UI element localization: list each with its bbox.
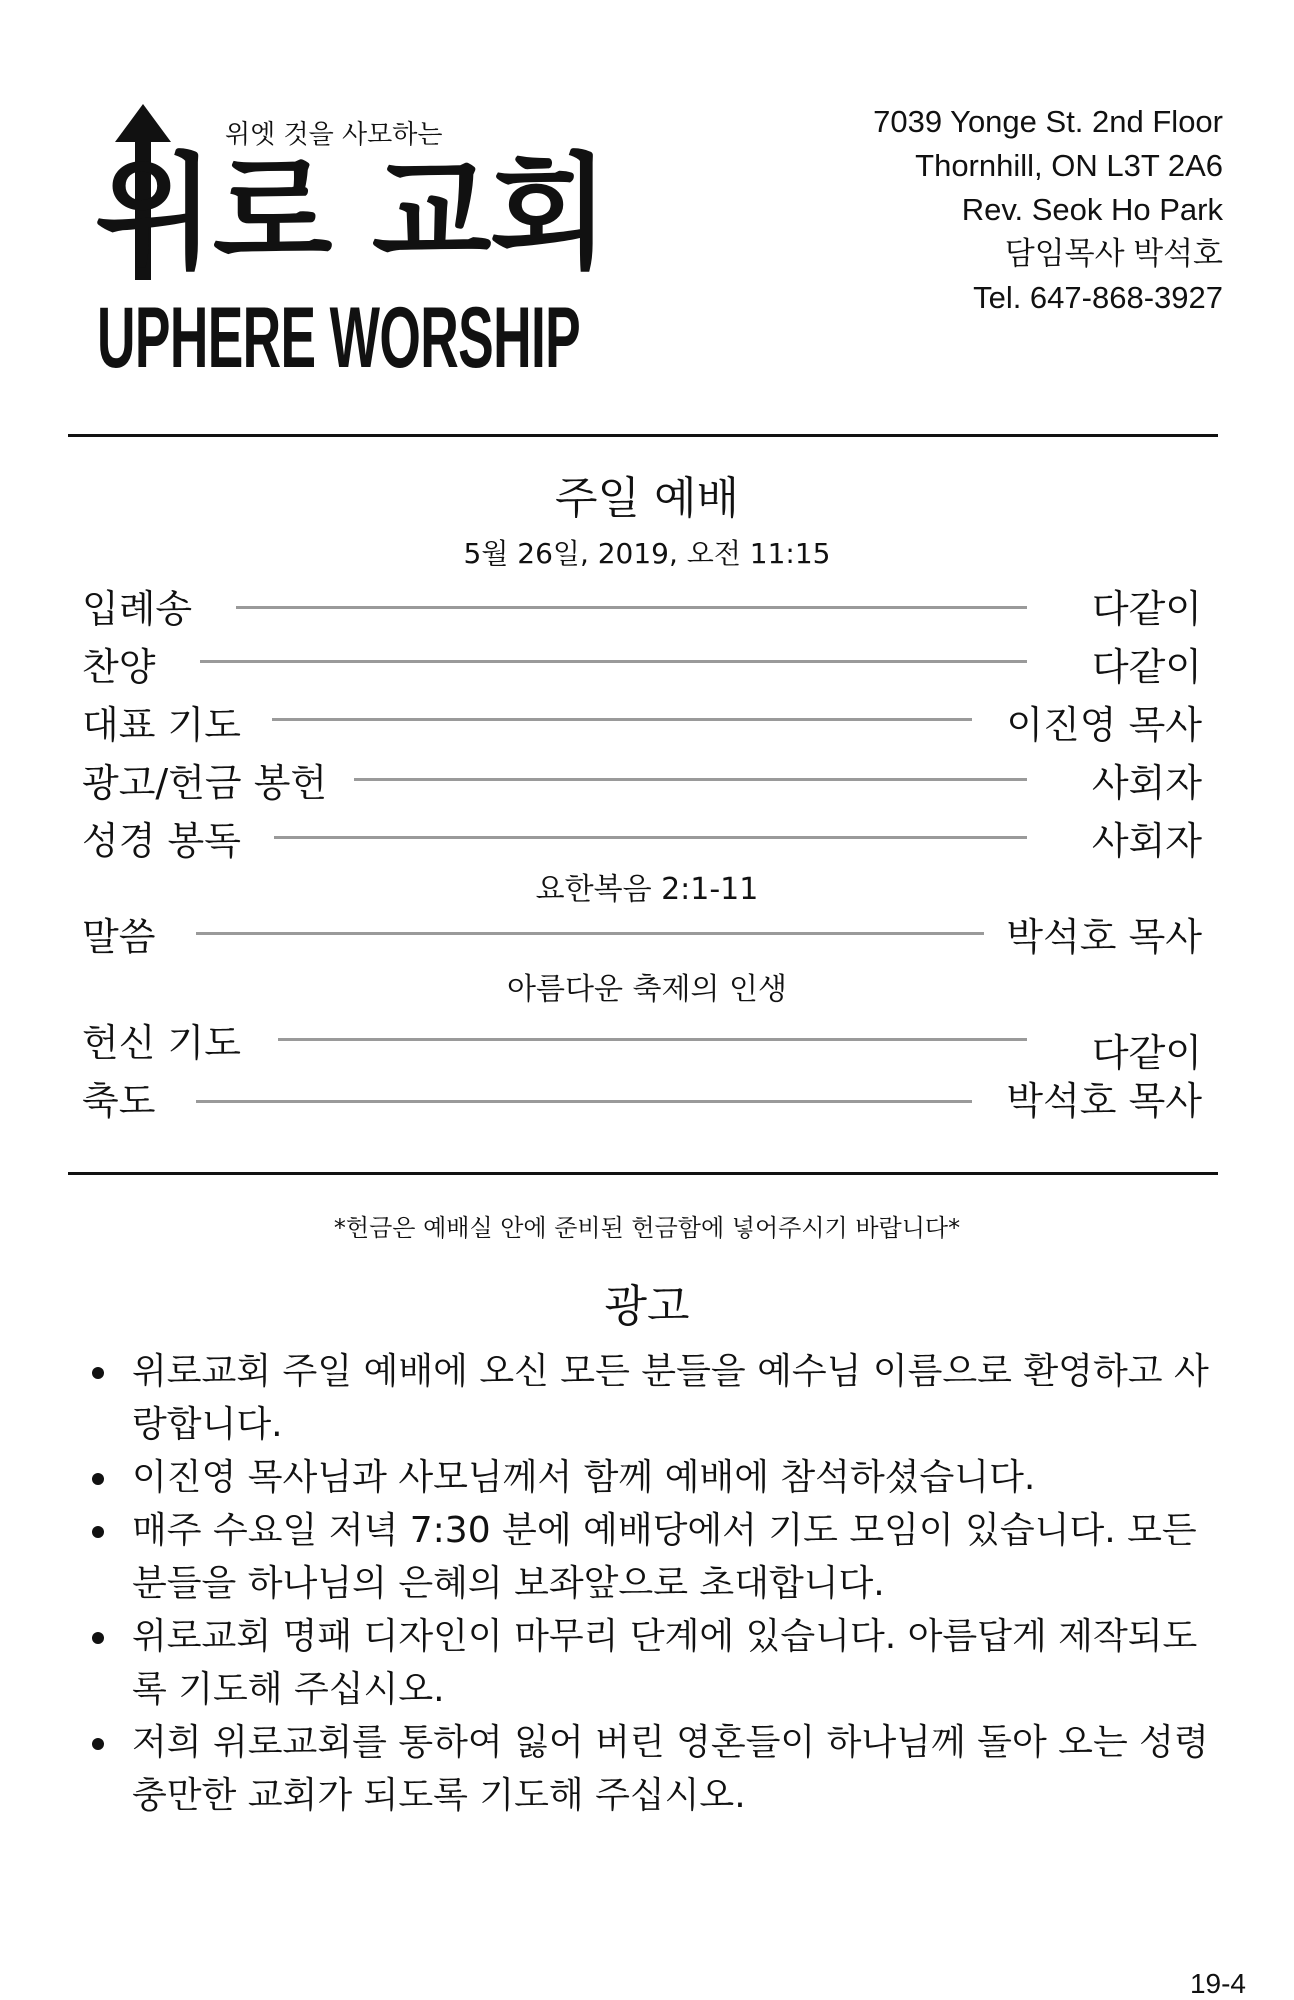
list-item <box>88 1451 1228 1504</box>
announcement-text: 매주 수요일 저녁 7:30 분에 예배당에서 기도 모임이 있습니다. 모든 분들을 하나님의 은혜의 보좌앞으로 초대합니다. <box>132 1510 1197 1604</box>
announcements-title: 광고 <box>604 1281 690 1332</box>
bullet-icon <box>92 1632 104 1644</box>
order-item-label: 헌신 기도 <box>82 1021 241 1065</box>
order-item-label: 성경 봉독 <box>82 819 241 863</box>
list-item <box>88 1504 1228 1610</box>
leader-line <box>272 718 972 721</box>
list-item <box>88 1345 1228 1451</box>
scripture-reference: 요한복음 2:1-11 <box>535 872 759 907</box>
order-item-processional <box>82 578 1202 631</box>
order-item-label: 대표 기도 <box>82 703 241 747</box>
order-item-sermon <box>82 906 1202 959</box>
address-line: 7039 Yonge St. 2nd Floor <box>873 104 1223 139</box>
church-logo <box>95 100 608 390</box>
bullet-icon <box>92 1526 104 1538</box>
announcement-text: 저희 위로교회를 통하여 잃어 버린 영혼들이 하나님께 돌아 오는 성령 충만한 교회가 되도록 기도해 주십시오. <box>132 1722 1209 1816</box>
bullet-icon <box>92 1738 104 1750</box>
church-tagline: 위엣 것을 사모하는 <box>225 120 443 150</box>
bullet-icon <box>92 1473 104 1485</box>
order-item-label: 찬양 <box>82 645 156 689</box>
address-line: Thornhill, ON L3T 2A6 <box>915 148 1223 183</box>
announcement-text: 이진영 목사님과 사모님께서 함께 예배에 참석하셨습니다. <box>132 1457 1036 1498</box>
order-item-label: 광고/헌금 봉헌 <box>82 761 328 805</box>
leader-line <box>196 932 984 935</box>
order-item-benediction <box>82 1070 1202 1123</box>
page-number: 19-4 <box>1189 1968 1246 1999</box>
offering-note: *헌금은 예배실 안에 준비된 헌금함에 넣어주시기 바랍니다* <box>333 1214 961 1242</box>
leader-line <box>236 606 1027 609</box>
order-item-leader: 다같이 <box>1091 587 1202 631</box>
leader-line <box>196 1100 972 1103</box>
order-item-label: 말씀 <box>82 915 156 959</box>
service-title: 주일 예배 <box>554 473 739 524</box>
order-item-leader: 사회자 <box>1091 819 1202 863</box>
order-item-leader: 사회자 <box>1091 761 1202 805</box>
leader-line <box>354 778 1027 781</box>
order-item-label: 축도 <box>82 1079 156 1123</box>
leader-line <box>200 660 1027 663</box>
phone-number: Tel. 647-868-3927 <box>973 280 1223 315</box>
bottom-divider <box>68 1172 1218 1175</box>
address-line: Rev. Seok Ho Park <box>961 192 1223 227</box>
order-item-leader: 박석호 목사 <box>1006 1079 1202 1123</box>
order-item-leader: 다같이 <box>1091 1031 1202 1075</box>
leader-line <box>274 836 1027 839</box>
order-item-label: 입례송 <box>82 587 193 631</box>
order-item-praise <box>82 636 1202 689</box>
church-name-korean: 위로 교회 <box>95 142 608 286</box>
order-item-leader: 다같이 <box>1091 645 1202 689</box>
order-item-leader: 박석호 목사 <box>1006 915 1202 959</box>
announcements-list <box>88 1345 1228 1822</box>
order-item-leader: 이진영 목사 <box>1006 703 1202 747</box>
bullet-icon <box>92 1367 104 1379</box>
list-item <box>88 1610 1228 1716</box>
order-item-scripture-reading <box>82 810 1202 863</box>
order-item-prayer <box>82 694 1202 747</box>
order-item-announcements-offering <box>82 752 1202 805</box>
address-line: 담임목사 박석호 <box>1004 236 1223 271</box>
announcement-text: 위로교회 주일 예배에 오신 모든 분들을 예수님 이름으로 환영하고 사랑합니다. <box>132 1351 1209 1445</box>
announcement-text: 위로교회 명패 디자인이 마무리 단계에 있습니다. 아름답게 제작되도록 기도해 주십시오. <box>132 1616 1198 1710</box>
church-name-english: UPHERE WORSHIP <box>97 290 581 386</box>
church-address <box>873 100 1223 320</box>
top-divider <box>68 434 1218 437</box>
order-item-dedication-prayer <box>82 1012 1202 1075</box>
list-item <box>88 1716 1228 1822</box>
leader-line <box>278 1038 1027 1041</box>
service-date: 5월 26일, 2019, 오전 11:15 <box>463 537 831 570</box>
sermon-title: 아름다운 축제의 인생 <box>507 972 787 1007</box>
